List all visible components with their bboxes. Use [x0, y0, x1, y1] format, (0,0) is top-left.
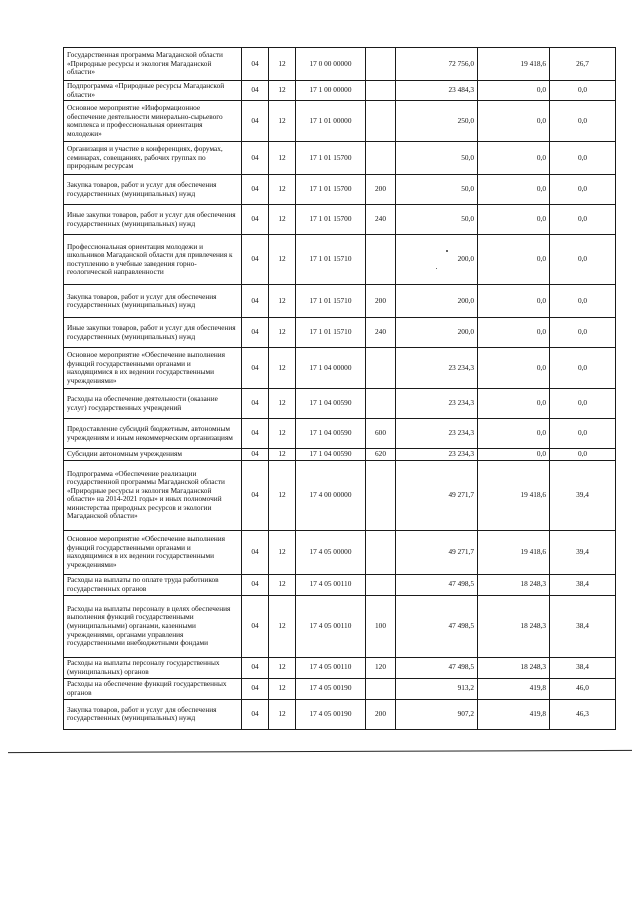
- cell-rz: 04: [242, 460, 269, 530]
- cell-rz: 04: [242, 419, 269, 449]
- cell-pct: 46,0: [550, 678, 616, 699]
- cell-csr: 17 1 01 15700: [296, 205, 366, 235]
- cell-fact: 0,0: [478, 81, 550, 101]
- cell-pct: 0,0: [550, 101, 616, 142]
- table-row: [64, 699, 616, 729]
- cell-rz: 04: [242, 101, 269, 142]
- cell-pr: 12: [269, 449, 296, 461]
- cell-csr: 17 4 00 00000: [296, 460, 366, 530]
- cell-fact: 18 248,3: [478, 595, 550, 657]
- cell-csr: 17 4 05 00110: [296, 574, 366, 595]
- cell-fact: 0,0: [478, 142, 550, 175]
- cell-name: Государственная программа Магаданской области «Природные ресурсы и экология Магаданской области»: [64, 48, 242, 81]
- table-row: [64, 285, 616, 318]
- cell-pr: 12: [269, 678, 296, 699]
- cell-pct: 38,4: [550, 595, 616, 657]
- cell-plan: 23 484,3: [396, 81, 478, 101]
- cell-vr: 600: [366, 419, 396, 449]
- cell-csr: 17 4 05 00110: [296, 595, 366, 657]
- table-body: [64, 48, 616, 730]
- cell-plan: 200,0: [396, 235, 478, 285]
- cell-rz: 04: [242, 81, 269, 101]
- cell-fact: 0,0: [478, 318, 550, 348]
- cell-rz: 04: [242, 348, 269, 389]
- table-row: [64, 348, 616, 389]
- table-row: [64, 419, 616, 449]
- cell-csr: 17 1 01 15710: [296, 318, 366, 348]
- cell-name: Иные закупки товаров, работ и услуг для обеспечения государственных (муниципальных) нужд: [64, 318, 242, 348]
- cell-pr: 12: [269, 419, 296, 449]
- cell-rz: 04: [242, 285, 269, 318]
- table-row: [64, 175, 616, 205]
- cell-vr: [366, 101, 396, 142]
- cell-pct: 0,0: [550, 142, 616, 175]
- cell-name: Расходы на выплаты по оплате труда работников государственных органов: [64, 574, 242, 595]
- cell-name: Основное мероприятие «Обеспечение выполнения функций государственными органами и находящимися в их ведении государственными учреждениями»: [64, 530, 242, 574]
- cell-csr: 17 1 04 00590: [296, 389, 366, 419]
- cell-name: Субсидии автономным учреждениям: [64, 449, 242, 461]
- cell-fact: 419,8: [478, 699, 550, 729]
- cell-plan: 50,0: [396, 175, 478, 205]
- cell-pct: 0,0: [550, 285, 616, 318]
- cell-rz: 04: [242, 175, 269, 205]
- cell-plan: 907,2: [396, 699, 478, 729]
- cell-pct: 46,3: [550, 699, 616, 729]
- table-row: [64, 81, 616, 101]
- cell-rz: 04: [242, 318, 269, 348]
- cell-name: Закупка товаров, работ и услуг для обеспечения государственных (муниципальных) нужд: [64, 175, 242, 205]
- cell-fact: 0,0: [478, 285, 550, 318]
- table-row: [64, 460, 616, 530]
- cell-csr: 17 4 05 00190: [296, 699, 366, 729]
- cell-vr: [366, 348, 396, 389]
- cell-rz: 04: [242, 530, 269, 574]
- cell-csr: 17 4 05 00000: [296, 530, 366, 574]
- cell-vr: [366, 235, 396, 285]
- table-row: [64, 142, 616, 175]
- cell-plan: 23 234,3: [396, 389, 478, 419]
- cell-csr: 17 1 01 15700: [296, 142, 366, 175]
- cell-name: Расходы на обеспечение функций государственных органов: [64, 678, 242, 699]
- cell-vr: [366, 48, 396, 81]
- table-row: [64, 235, 616, 285]
- table-row: [64, 389, 616, 419]
- cell-vr: [366, 460, 396, 530]
- table-row: [64, 657, 616, 678]
- cell-pct: 0,0: [550, 419, 616, 449]
- cell-name: Основное мероприятие «Информационное обеспечение деятельности минерально-сырьевого комплекса и профессиональная ориентация молодежи»: [64, 101, 242, 142]
- budget-table: [63, 47, 616, 730]
- cell-pct: 38,4: [550, 574, 616, 595]
- cell-pr: 12: [269, 530, 296, 574]
- cell-name: Организация и участие в конференциях, форумах, семинарах, совещаниях, рабочих группах по природным ресурсам: [64, 142, 242, 175]
- cell-name: Расходы на выплаты персоналу в целях обеспечения выполнения функций государственными (муниципальными) органами, казенными учреждениями, органами управления государственными внебюджетными фондами: [64, 595, 242, 657]
- scan-speck: [446, 250, 448, 252]
- cell-vr: [366, 142, 396, 175]
- scan-speck: [436, 268, 437, 269]
- page-divider: [8, 750, 632, 753]
- cell-vr: 620: [366, 449, 396, 461]
- cell-rz: 04: [242, 205, 269, 235]
- cell-vr: [366, 574, 396, 595]
- cell-fact: 19 418,6: [478, 48, 550, 81]
- cell-fact: 0,0: [478, 348, 550, 389]
- cell-pct: 26,7: [550, 48, 616, 81]
- cell-csr: 17 0 00 00000: [296, 48, 366, 81]
- cell-pct: 0,0: [550, 175, 616, 205]
- cell-fact: 0,0: [478, 419, 550, 449]
- cell-name: Расходы на обеспечение деятельности (оказание услуг) государственных учреждений: [64, 389, 242, 419]
- cell-plan: 47 498,5: [396, 595, 478, 657]
- table-row: [64, 574, 616, 595]
- cell-pr: 12: [269, 657, 296, 678]
- cell-csr: 17 1 04 00000: [296, 348, 366, 389]
- cell-pct: 39,4: [550, 530, 616, 574]
- cell-vr: 200: [366, 699, 396, 729]
- cell-rz: 04: [242, 48, 269, 81]
- cell-csr: 17 1 04 00590: [296, 449, 366, 461]
- cell-pr: 12: [269, 175, 296, 205]
- cell-pct: 0,0: [550, 389, 616, 419]
- cell-rz: 04: [242, 678, 269, 699]
- cell-plan: 913,2: [396, 678, 478, 699]
- table-row: [64, 530, 616, 574]
- cell-rz: 04: [242, 657, 269, 678]
- cell-vr: 240: [366, 318, 396, 348]
- cell-plan: 23 234,3: [396, 419, 478, 449]
- cell-pct: 39,4: [550, 460, 616, 530]
- cell-pct: 0,0: [550, 318, 616, 348]
- cell-pr: 12: [269, 699, 296, 729]
- table-row: [64, 48, 616, 81]
- cell-name: Подпрограмма «Обеспечение реализации государственной программы Магаданской области «Природные ресурсы и экология Магаданской области» на 2014-2021 годы» и иных полномочий министерства природных ресурсов и экологии Магаданской области»: [64, 460, 242, 530]
- cell-pr: 12: [269, 285, 296, 318]
- cell-fact: 0,0: [478, 205, 550, 235]
- cell-pr: 12: [269, 574, 296, 595]
- cell-vr: 100: [366, 595, 396, 657]
- cell-fact: 419,8: [478, 678, 550, 699]
- cell-pct: 38,4: [550, 657, 616, 678]
- cell-name: Иные закупки товаров, работ и услуг для обеспечения государственных (муниципальных) нужд: [64, 205, 242, 235]
- cell-pr: 12: [269, 101, 296, 142]
- cell-name: Профессиональная ориентация молодежи и школьников Магаданской области для привлечения к поступлению в учебные заведения горно-геологической направленности: [64, 235, 242, 285]
- cell-name: Предоставление субсидий бюджетным, автономным учреждениям и иным некоммерческим организациям: [64, 419, 242, 449]
- table-row: [64, 449, 616, 461]
- cell-vr: [366, 81, 396, 101]
- cell-plan: 49 271,7: [396, 460, 478, 530]
- cell-fact: 0,0: [478, 101, 550, 142]
- cell-name: Закупка товаров, работ и услуг для обеспечения государственных (муниципальных) нужд: [64, 285, 242, 318]
- cell-rz: 04: [242, 449, 269, 461]
- cell-rz: 04: [242, 235, 269, 285]
- cell-csr: 17 1 01 15710: [296, 235, 366, 285]
- cell-plan: 23 234,3: [396, 348, 478, 389]
- cell-fact: 19 418,6: [478, 530, 550, 574]
- cell-pr: 12: [269, 595, 296, 657]
- cell-pct: 0,0: [550, 81, 616, 101]
- cell-pr: 12: [269, 48, 296, 81]
- cell-plan: 50,0: [396, 205, 478, 235]
- cell-rz: 04: [242, 574, 269, 595]
- cell-vr: 200: [366, 175, 396, 205]
- cell-rz: 04: [242, 595, 269, 657]
- cell-fact: 0,0: [478, 389, 550, 419]
- cell-pr: 12: [269, 81, 296, 101]
- cell-vr: [366, 678, 396, 699]
- cell-csr: 17 1 01 00000: [296, 101, 366, 142]
- cell-pct: 0,0: [550, 205, 616, 235]
- cell-pct: 0,0: [550, 449, 616, 461]
- cell-csr: 17 1 00 00000: [296, 81, 366, 101]
- cell-csr: 17 1 01 15710: [296, 285, 366, 318]
- cell-pr: 12: [269, 142, 296, 175]
- table-row: [64, 318, 616, 348]
- table-row: [64, 678, 616, 699]
- cell-csr: 17 1 01 15700: [296, 175, 366, 205]
- cell-rz: 04: [242, 142, 269, 175]
- cell-fact: 18 248,3: [478, 574, 550, 595]
- cell-plan: 250,0: [396, 101, 478, 142]
- cell-vr: 120: [366, 657, 396, 678]
- cell-fact: 0,0: [478, 449, 550, 461]
- cell-plan: 72 756,0: [396, 48, 478, 81]
- cell-pr: 12: [269, 205, 296, 235]
- cell-fact: 19 418,6: [478, 460, 550, 530]
- table-row: [64, 595, 616, 657]
- cell-vr: 240: [366, 205, 396, 235]
- cell-pct: 0,0: [550, 235, 616, 285]
- cell-csr: 17 4 05 00110: [296, 657, 366, 678]
- cell-pct: 0,0: [550, 348, 616, 389]
- cell-pr: 12: [269, 389, 296, 419]
- cell-plan: 200,0: [396, 285, 478, 318]
- cell-name: Закупка товаров, работ и услуг для обеспечения государственных (муниципальных) нужд: [64, 699, 242, 729]
- cell-rz: 04: [242, 389, 269, 419]
- cell-name: Подпрограмма «Природные ресурсы Магаданской области»: [64, 81, 242, 101]
- cell-plan: 50,0: [396, 142, 478, 175]
- cell-pr: 12: [269, 318, 296, 348]
- cell-fact: 0,0: [478, 235, 550, 285]
- cell-plan: 23 234,3: [396, 449, 478, 461]
- cell-pr: 12: [269, 348, 296, 389]
- table-row: [64, 101, 616, 142]
- cell-name: Расходы на выплаты персоналу государственных (муниципальных) органов: [64, 657, 242, 678]
- cell-pr: 12: [269, 460, 296, 530]
- cell-vr: 200: [366, 285, 396, 318]
- cell-name: Основное мероприятие «Обеспечение выполнения функций государственными органами и находящимися в их ведении государственными учреждениями»: [64, 348, 242, 389]
- cell-fact: 18 248,3: [478, 657, 550, 678]
- cell-vr: [366, 389, 396, 419]
- cell-fact: 0,0: [478, 175, 550, 205]
- cell-plan: 49 271,7: [396, 530, 478, 574]
- cell-pr: 12: [269, 235, 296, 285]
- cell-csr: 17 1 04 00590: [296, 419, 366, 449]
- cell-plan: 200,0: [396, 318, 478, 348]
- table-row: [64, 205, 616, 235]
- cell-plan: 47 498,5: [396, 657, 478, 678]
- cell-vr: [366, 530, 396, 574]
- cell-rz: 04: [242, 699, 269, 729]
- cell-csr: 17 4 05 00190: [296, 678, 366, 699]
- cell-plan: 47 498,5: [396, 574, 478, 595]
